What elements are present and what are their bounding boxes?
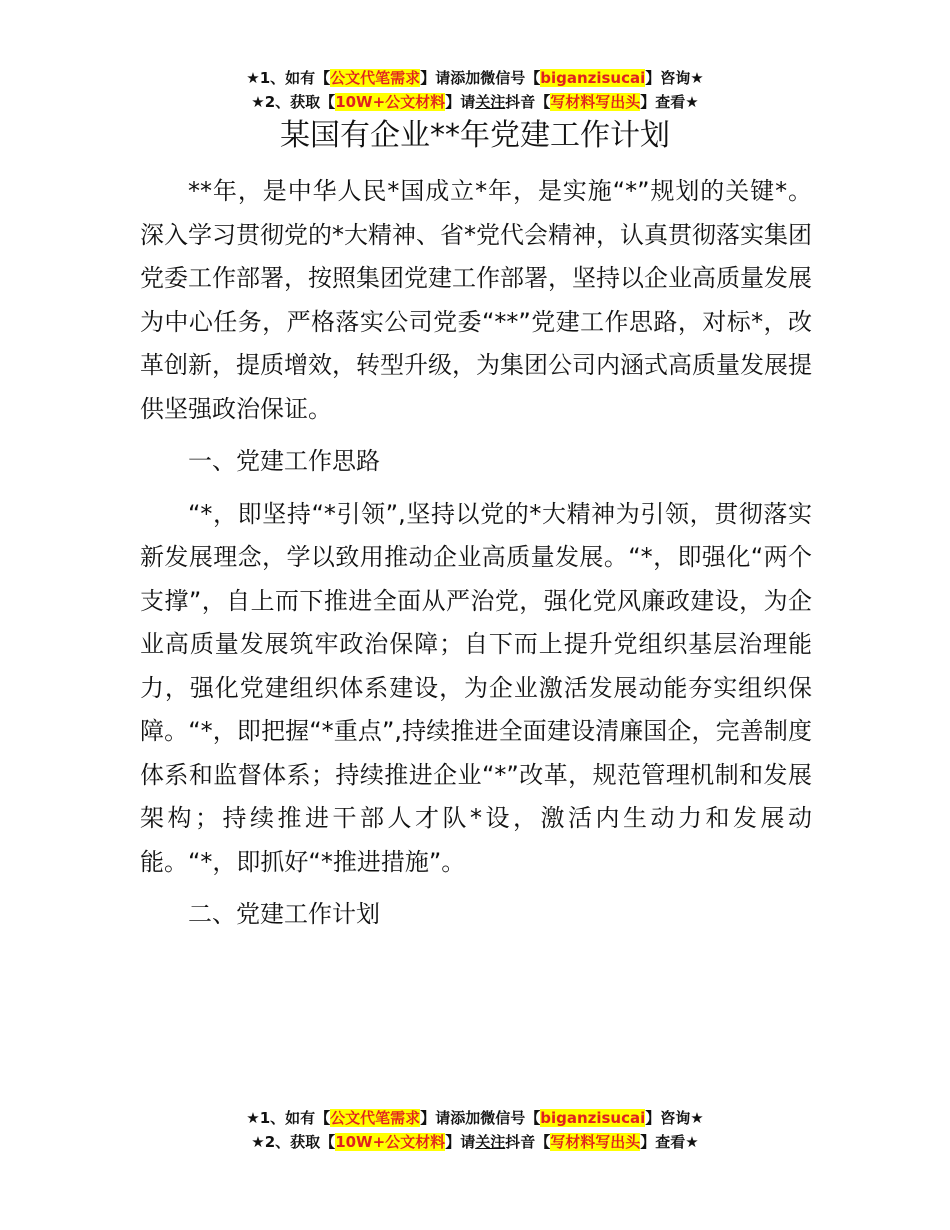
intro-paragraph: **年，是中华人民*国成立*年，是实施“*”规划的关键*。深入学习贯彻党的*大精神、省*党代会精神，认真贯彻落实集团党委工作部署，按照集团党建工作部署，坚持以企业高质量发展为中心任务，严格落实公司党委“**”党建工作思路，对标*，改革创新，提质增效，转型升级，为集团公司内涵式高质量发展提供坚强政治保证。 xyxy=(140,177,812,423)
wechat-id: biganzisucai xyxy=(540,69,646,87)
banner-text: 】查看★ xyxy=(640,1133,699,1151)
document-title: 某国有企业**年党建工作计划 xyxy=(280,118,670,153)
banner-text: 】咨询★ xyxy=(645,69,704,87)
banner-line-2 xyxy=(0,1130,950,1154)
underlined-text: 关注 xyxy=(475,93,506,111)
banner-line-1 xyxy=(0,1106,950,1130)
footer-banner xyxy=(0,1106,950,1154)
banner-line-1 xyxy=(0,66,950,90)
section-paragraph-1: “*，即坚持“*引领”,坚持以党的*大精神为引领，贯彻落实新发展理念，学以致用推动企业高质量发展。“*，即强化“两个支撑”，自上而下推进全面从严治党，强化党风廉政建设，为企业高质量发展筑牢政治保障；自下而上提升党组织基层治理能力，强化党建组织体系建设，为企业激活发展动能夯实组织保障。“*，即把握“*重点”,持续推进全面建设清廉国企，完善制度体系和监督体系；持续推进企业“*”改革，规范管理机制和发展架构；持续推进干部人才队*设，激活内生动力和发展动能。“*，即抓好“*推进措施”。 xyxy=(140,499,812,876)
banner-text: 抖音【 xyxy=(505,93,551,111)
highlight-text: 写材料写出头 xyxy=(550,93,641,111)
banner-text: 】查看★ xyxy=(640,93,699,111)
section-heading-1: 一、党建工作思路 xyxy=(188,447,380,475)
section-heading-2: 二、党建工作计划 xyxy=(188,900,380,928)
banner-text: 】咨询★ xyxy=(645,1109,704,1127)
document-body xyxy=(140,170,812,946)
header-banner xyxy=(0,66,950,114)
banner-text: 】请 xyxy=(445,1133,476,1151)
banner-text: ★2、获取【 xyxy=(251,93,336,111)
banner-text: ★1、如有【 xyxy=(246,69,331,87)
highlight-text: 公文代笔需求 xyxy=(330,69,421,87)
highlight-text: 写材料写出头 xyxy=(550,1133,641,1151)
banner-text: 】请添加微信号【 xyxy=(420,1109,541,1127)
wechat-id: biganzisucai xyxy=(540,1109,646,1127)
banner-text: 抖音【 xyxy=(505,1133,551,1151)
banner-text: ★1、如有【 xyxy=(246,1109,331,1127)
banner-text: 】请 xyxy=(445,93,476,111)
highlight-text: 10W+公文材料 xyxy=(335,93,446,111)
banner-line-2 xyxy=(0,90,950,114)
banner-text: ★2、获取【 xyxy=(251,1133,336,1151)
underlined-text: 关注 xyxy=(475,1133,506,1151)
banner-text: 】请添加微信号【 xyxy=(420,69,541,87)
highlight-text: 10W+公文材料 xyxy=(335,1133,446,1151)
highlight-text: 公文代笔需求 xyxy=(330,1109,421,1127)
